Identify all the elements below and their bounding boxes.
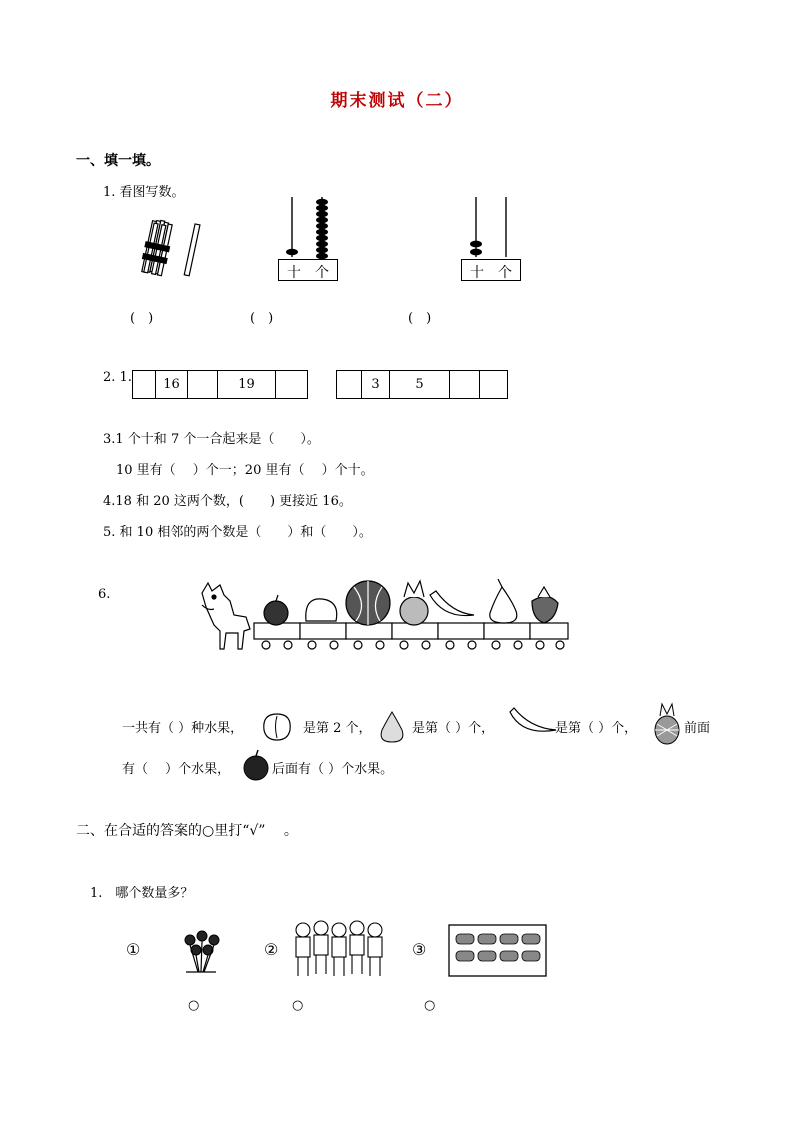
option-2-check-circle[interactable]: ○ <box>292 998 304 1013</box>
abacus-1-ones-label: 个 <box>315 265 329 281</box>
grid-1-cell: 19 <box>217 371 275 398</box>
abacus-2-frame <box>461 259 521 281</box>
number-sequence-grid-2 <box>336 370 508 399</box>
question-6-label: 6. <box>98 587 111 602</box>
option-1-number: ① <box>126 940 141 959</box>
question-1-label: 1. 看图写数。 <box>103 185 185 200</box>
section-two-question-1-label: 1. 哪个数量多？ <box>90 886 194 901</box>
question-2-label: 2. 1. <box>103 370 132 385</box>
question-6-line2-part-a: 有（ ）个水果， <box>122 762 231 777</box>
abacus-1-tens-label: 十 <box>287 265 301 281</box>
question-3b: 10 里有（ ）个一；20 里有（ ）个十。 <box>116 463 374 478</box>
apple-icon <box>241 748 271 782</box>
question-6-line1-part-e: 前面 <box>684 721 711 736</box>
pear-icon <box>376 708 410 744</box>
grid-2-cell: 3 <box>361 371 389 398</box>
grid-2-cell: 5 <box>389 371 449 398</box>
grid-1-cell[interactable] <box>133 371 155 398</box>
question-6-line1-part-a: 一共有（ ）种水果， <box>122 721 244 736</box>
option-1-check-circle[interactable]: ○ <box>188 998 200 1013</box>
page-title: 期末测试（二） <box>330 91 464 111</box>
question-4: 4.18 和 20 这两个数，( ) 更接近 16。 <box>103 494 352 509</box>
grid-1-cell[interactable] <box>275 371 307 398</box>
flowers-illustration <box>176 926 228 978</box>
burgers-box-illustration <box>448 924 548 978</box>
question-5: 5. 和 10 相邻的两个数是（ ）和（ ）。 <box>103 525 372 540</box>
abacus-2-rods <box>460 195 524 259</box>
question-6-line1-part-c: 是第（ ）个， <box>412 721 495 736</box>
option-3-check-circle[interactable]: ○ <box>424 998 436 1013</box>
question-6-line2-part-b: 后面有（ ）个水果。 <box>272 762 394 777</box>
abacus-1-frame <box>278 259 338 281</box>
abacus-2-tens-label: 十 <box>470 265 484 281</box>
number-sequence-grid-1 <box>132 370 308 399</box>
grid-2-cell[interactable] <box>449 371 479 398</box>
fruit-train-illustration <box>194 575 574 659</box>
answer-blank-2[interactable]: ( ) <box>250 311 274 326</box>
answer-blank-1[interactable]: ( ) <box>130 311 154 326</box>
children-group-illustration <box>291 916 387 982</box>
answer-blank-3[interactable]: ( ) <box>408 311 432 326</box>
section-one-heading: 一、填一填。 <box>76 153 160 169</box>
option-3-number: ③ <box>412 940 427 959</box>
banana-icon <box>508 706 558 740</box>
question-6-line1-part-d: 是第（ ）个， <box>555 721 638 736</box>
option-2-number: ② <box>264 940 279 959</box>
peach-icon <box>260 710 294 742</box>
question-3: 3.1 个十和 7 个一合起来是（ ）。 <box>103 432 320 447</box>
pineapple-icon <box>652 702 682 746</box>
grid-1-cell: 16 <box>155 371 187 398</box>
section-two-heading: 二、在合适的答案的○里打“√” 。 <box>76 823 298 839</box>
question-6-line1-part-b: 是第 2 个， <box>303 721 372 736</box>
abacus-2-ones-label: 个 <box>498 265 512 281</box>
grid-2-cell[interactable] <box>337 371 361 398</box>
grid-2-cell[interactable] <box>479 371 507 398</box>
stick-bundle-illustration <box>138 218 208 280</box>
abacus-1-rods <box>276 195 340 259</box>
grid-1-cell[interactable] <box>187 371 217 398</box>
